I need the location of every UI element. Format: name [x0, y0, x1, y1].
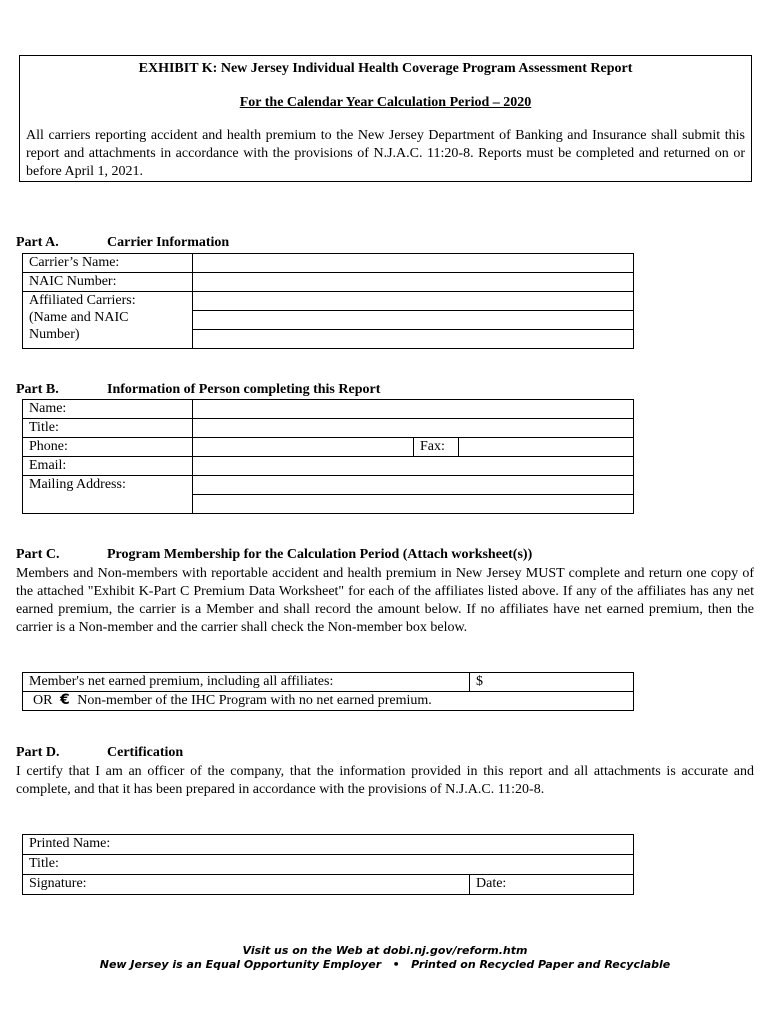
part-a-heading	[16, 235, 229, 251]
table-row	[23, 438, 634, 457]
mailing-address-label: Mailing Address:	[23, 476, 193, 514]
table-row	[23, 457, 634, 476]
part-b-heading	[16, 382, 380, 398]
fax-field[interactable]	[459, 438, 634, 457]
signature-field[interactable]	[23, 875, 470, 895]
footer-website: Visit us on the Web at dobi.nj.gov/reform.htm	[242, 944, 528, 957]
membership-table	[22, 672, 634, 711]
table-row	[23, 692, 634, 711]
name-label: Name:	[23, 400, 193, 419]
cert-title-label: Title:	[29, 856, 59, 871]
date-label: Date:	[476, 876, 507, 891]
part-d-label: Part D.	[16, 745, 60, 760]
part-b-title: Information of Person completing this Report	[107, 382, 381, 397]
affiliated-carrier-field-3[interactable]	[193, 330, 634, 349]
phone-label: Phone:	[23, 438, 193, 457]
non-member-checkbox[interactable]: €	[59, 692, 70, 708]
table-row	[23, 419, 634, 438]
carrier-name-label: Carrier’s Name:	[23, 254, 193, 273]
table-row	[23, 273, 634, 292]
preparer-info-table	[22, 399, 634, 514]
table-row	[23, 400, 634, 419]
email-field[interactable]	[193, 457, 634, 476]
part-c-heading	[16, 547, 532, 563]
report-title: EXHIBIT K: New Jersey Individual Health Coverage Program Assessment Report	[138, 61, 633, 76]
date-field[interactable]	[470, 875, 634, 895]
part-a-title: Carrier Information	[107, 235, 230, 250]
affiliated-line-1: Affiliated Carriers:	[29, 293, 136, 308]
affiliated-line-2: (Name and NAIC	[29, 310, 129, 325]
part-c-title: Program Membership for the Calculation Period (Attach worksheet(s))	[107, 547, 533, 562]
title-field[interactable]	[193, 419, 634, 438]
part-c-body: Members and Non-members with reportable accident and health premium in New Jersey MUST complete and return one copy of the attached "Exhibit K-Part C Premium Data Worksheet" for each of the affiliates listed above. If any of the affiliates has any net earned premium, the carrier is a Member and shall record the amount below. If no affiliates have net earned premium, then the carrier is a Non-member and the carrier shall check the Non-member box below.	[16, 566, 754, 635]
footer-employer: New Jersey is an Equal Opportunity Employer • Printed on Recycled Paper and Recyclable	[99, 958, 671, 971]
part-a-label: Part A.	[16, 235, 59, 250]
printed-name-label: Printed Name:	[29, 836, 111, 851]
member-premium-label: Member's net earned premium, including all affiliates:	[23, 673, 470, 692]
member-premium-field[interactable]	[470, 673, 634, 692]
printed-name-field[interactable]	[23, 835, 634, 855]
affiliated-carriers-label	[23, 292, 193, 349]
part-d-heading	[16, 745, 183, 761]
header-box	[19, 55, 752, 182]
table-row	[23, 835, 634, 855]
signature-label: Signature:	[29, 876, 87, 891]
part-b-label: Part B.	[16, 382, 59, 397]
non-member-row	[23, 692, 634, 711]
dollar-sign: $	[476, 674, 483, 689]
affiliated-carrier-field-2[interactable]	[193, 311, 634, 330]
report-subtitle: For the Calendar Year Calculation Period – 2020	[239, 95, 532, 110]
part-d-title: Certification	[107, 745, 184, 760]
table-row	[23, 855, 634, 875]
naic-number-field[interactable]	[193, 273, 634, 292]
affiliated-line-3: Number)	[29, 327, 80, 342]
name-field[interactable]	[193, 400, 634, 419]
cert-title-field[interactable]	[23, 855, 634, 875]
table-row	[23, 875, 634, 895]
table-row	[23, 673, 634, 692]
phone-field[interactable]	[193, 438, 414, 457]
fax-label: Fax:	[414, 438, 459, 457]
part-c-label: Part C.	[16, 547, 60, 562]
or-text: OR	[33, 693, 53, 708]
mailing-address-field-2[interactable]	[193, 495, 634, 514]
affiliated-carrier-field-1[interactable]	[193, 292, 634, 311]
carrier-info-table	[22, 253, 634, 349]
carrier-name-field[interactable]	[193, 254, 634, 273]
certification-table	[22, 834, 634, 895]
title-label: Title:	[23, 419, 193, 438]
mailing-address-field-1[interactable]	[193, 476, 634, 495]
non-member-label: Non-member of the IHC Program with no net earned premium.	[77, 693, 432, 708]
part-d-body: I certify that I am an officer of the company, that the information provided in this report and all attachments is accurate and complete, and that it has been prepared in accordance with the provisions of N.J.A.C. 11:20-8.	[16, 764, 754, 797]
table-row	[23, 476, 634, 495]
table-row	[23, 254, 634, 273]
email-label: Email:	[23, 457, 193, 476]
table-row	[23, 292, 634, 311]
naic-number-label: NAIC Number:	[23, 273, 193, 292]
report-intro: All carriers reporting accident and health premium to the New Jersey Department of Banking and Insurance shall submit this report and attachments in accordance with the provisions of N.J.A.C. 11:20-8. Reports must be completed and returned on or before April 1, 2021.	[26, 128, 745, 179]
